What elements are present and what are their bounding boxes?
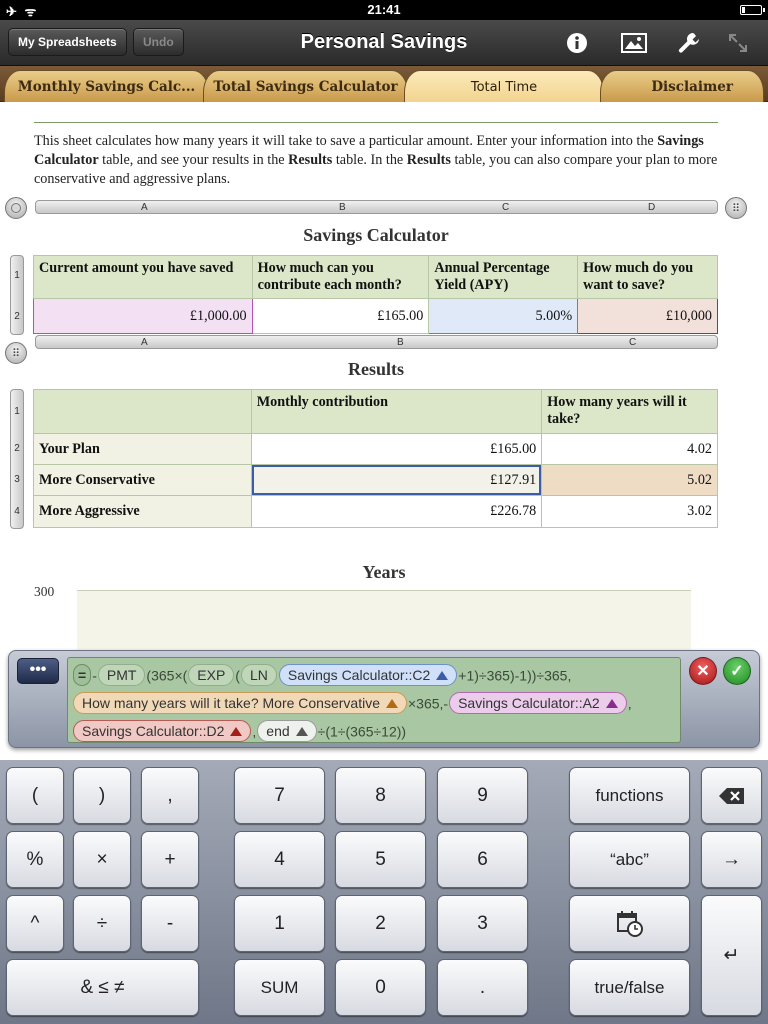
key-text[interactable]: “abc” <box>569 831 690 888</box>
chart-title: Years <box>362 562 406 582</box>
key-open-paren[interactable]: ( <box>6 767 64 824</box>
formula-editor-panel <box>8 650 760 748</box>
desc-text: This sheet calculates how many years it will take to save a particular amount. Enter your information into the <box>34 133 658 149</box>
cell-reference-token[interactable] <box>279 664 457 686</box>
key-9[interactable]: 9 <box>437 767 528 824</box>
reference-label: Savings Calculator::C2 <box>287 667 431 684</box>
operator-text: (365×( <box>146 667 188 684</box>
header-cell[interactable] <box>34 390 252 434</box>
header-cell[interactable]: Annual Percentage Yield (APY) <box>429 256 578 299</box>
header-cell[interactable]: How many years will it take? <box>542 390 718 434</box>
row-label[interactable]: 2 <box>14 311 20 322</box>
key-return[interactable]: ↵ <box>701 895 762 1016</box>
operator-text: +1 <box>458 667 475 684</box>
function-token[interactable]: EXP <box>188 664 234 686</box>
key-8[interactable]: 8 <box>335 767 426 824</box>
key-minus[interactable]: - <box>141 895 199 952</box>
row-header-bar[interactable] <box>10 255 24 335</box>
column-label[interactable]: A <box>141 337 148 348</box>
column-label[interactable]: C <box>502 202 510 213</box>
my-spreadsheets-button[interactable]: My Spreadsheets <box>8 28 127 56</box>
desc-text: table, and see your results in the <box>98 152 289 168</box>
column-label[interactable]: B <box>339 202 346 213</box>
cell-reference-token[interactable] <box>449 692 627 714</box>
operator-text: , <box>252 723 257 740</box>
operator-text: , <box>627 695 632 712</box>
key-6[interactable]: 6 <box>437 831 528 888</box>
row-label-cell[interactable]: Your Plan <box>34 434 252 465</box>
table-select-handle[interactable] <box>5 197 27 219</box>
row-label[interactable]: 2 <box>14 443 20 454</box>
key-functions[interactable]: functions <box>569 767 690 824</box>
tab-total-savings-calculator[interactable]: Total Savings Calculator <box>203 70 408 102</box>
cell-contribution[interactable]: £165.00 <box>251 434 542 465</box>
key-close-paren[interactable]: ) <box>73 767 131 824</box>
desc-bold: Savings Calculator <box>34 133 704 168</box>
key-caret[interactable]: ^ <box>6 895 64 952</box>
equals-token[interactable]: = <box>73 664 91 686</box>
formula-line <box>72 660 676 688</box>
key-3[interactable]: 3 <box>437 895 528 952</box>
cell-reference-token[interactable] <box>73 692 407 714</box>
formula-options-button[interactable]: ••• <box>17 658 59 684</box>
key-percent[interactable]: % <box>6 831 64 888</box>
calendar-clock-icon[interactable] <box>569 895 690 952</box>
disclosure-triangle-icon[interactable] <box>606 699 618 708</box>
column-label[interactable]: D <box>648 202 656 213</box>
row-label[interactable]: 4 <box>14 506 20 517</box>
key-divide[interactable]: ÷ <box>73 895 131 952</box>
tab-monthly-savings-calc[interactable]: Monthly Savings Calc... <box>4 70 209 102</box>
column-header-bar[interactable] <box>35 335 718 349</box>
column-label[interactable]: C <box>629 337 637 348</box>
cell-years[interactable]: 5.02 <box>542 465 718 496</box>
sheet-description <box>34 132 724 189</box>
status-time: 21:41 <box>367 2 401 17</box>
column-label[interactable]: B <box>397 337 404 348</box>
argument-label: end <box>266 723 290 740</box>
operator-text: ÷(1÷(365÷12)) <box>317 723 407 740</box>
row-label[interactable]: 3 <box>14 474 20 485</box>
undo-button[interactable]: Undo <box>133 28 184 56</box>
battery-icon <box>740 5 762 15</box>
reference-label: How many years will it take? More Conservative <box>82 695 380 712</box>
header-cell[interactable]: Current amount you have saved <box>34 256 253 299</box>
function-token[interactable]: PMT <box>98 664 146 686</box>
disclosure-triangle-icon[interactable] <box>386 699 398 708</box>
status-bar <box>0 0 768 20</box>
row-label-cell[interactable]: More Aggressive <box>34 496 252 528</box>
header-cell[interactable]: Monthly contribution <box>251 390 542 434</box>
row-label-cell[interactable]: More Conservative <box>34 465 252 496</box>
key-plus[interactable]: + <box>141 831 199 888</box>
savings-calculator-table <box>33 255 718 334</box>
cell-target-amount[interactable]: £10,000 <box>578 299 718 334</box>
key-2[interactable]: 2 <box>335 895 426 952</box>
image-icon[interactable] <box>620 29 648 57</box>
key-7[interactable]: 7 <box>234 767 325 824</box>
disclosure-triangle-icon[interactable] <box>436 671 448 680</box>
key-next-arrow[interactable]: → <box>701 831 762 888</box>
cell-contribution[interactable]: £226.78 <box>251 496 542 528</box>
disclosure-triangle-icon[interactable] <box>230 727 242 736</box>
operator-text: -1))÷365, <box>514 667 572 684</box>
operator-text: ×365,- <box>408 695 449 712</box>
formula-keypad <box>0 760 768 1024</box>
divider <box>34 122 718 123</box>
table-title: Savings Calculator <box>303 225 449 245</box>
key-operators[interactable]: & ≤ ≠ <box>6 959 199 1016</box>
function-token[interactable]: LN <box>241 664 277 686</box>
accept-formula-icon[interactable]: ✓ <box>723 657 751 685</box>
cancel-formula-icon[interactable]: ✕ <box>689 657 717 685</box>
column-label[interactable]: A <box>141 202 148 213</box>
results-table <box>33 389 718 528</box>
column-header-bar[interactable] <box>35 200 718 214</box>
reference-label: Savings Calculator::D2 <box>82 723 225 740</box>
formula-line <box>72 688 676 716</box>
document-title: Personal Savings <box>300 31 468 53</box>
desc-text: table, you can also compare your plan to more conservative and aggressive plans. <box>34 152 718 187</box>
header-cell[interactable]: How much do you want to save? <box>578 256 718 299</box>
chart-plot-area[interactable] <box>77 590 691 650</box>
table-resize-handle[interactable]: ⠿ <box>725 197 747 219</box>
key-0[interactable]: 0 <box>335 959 426 1016</box>
key-decimal[interactable]: . <box>437 959 528 1016</box>
sheet-canvas <box>0 102 768 650</box>
airplane-wifi-icon: ✈ ᯤ <box>6 4 39 19</box>
cell-years[interactable]: 4.02 <box>542 434 718 465</box>
row-label[interactable]: 1 <box>14 270 20 281</box>
tab-disclaimer[interactable]: Disclaimer <box>600 70 764 102</box>
cell-current-saved[interactable]: £1,000.00 <box>34 299 253 334</box>
cell-contribution-selected[interactable]: £127.91 <box>251 465 542 496</box>
desc-text: table. In the <box>332 152 407 168</box>
reference-label: Savings Calculator::A2 <box>458 695 600 712</box>
disclosure-triangle-icon[interactable] <box>296 727 308 736</box>
cell-years[interactable]: 3.02 <box>542 496 718 528</box>
cell-monthly-contribution[interactable]: £165.00 <box>252 299 429 334</box>
operator-text: - <box>92 667 97 684</box>
key-multiply[interactable]: × <box>73 831 131 888</box>
key-true-false[interactable]: true/false <box>569 959 690 1016</box>
chart-y-tick: 300 <box>34 584 55 599</box>
info-icon[interactable] <box>563 29 591 57</box>
key-1[interactable]: 1 <box>234 895 325 952</box>
key-sum[interactable]: SUM <box>234 959 325 1016</box>
desc-bold: Results <box>288 152 333 168</box>
sheet-tab-bar <box>0 66 768 102</box>
table-resize-handle[interactable]: ⠿ <box>5 342 27 364</box>
row-header-bar[interactable] <box>10 389 24 529</box>
cell-apy[interactable]: 5.00% <box>429 299 578 334</box>
key-4[interactable]: 4 <box>234 831 325 888</box>
operator-text: ( <box>235 667 240 684</box>
desc-bold: Results <box>406 152 451 168</box>
key-comma[interactable]: , <box>141 767 199 824</box>
header-cell[interactable]: How much can you contribute each month? <box>252 256 429 299</box>
formula-line <box>72 716 676 744</box>
wrench-icon[interactable] <box>675 29 703 57</box>
fullscreen-icon[interactable] <box>724 29 752 57</box>
argument-token[interactable] <box>257 720 316 742</box>
key-5[interactable]: 5 <box>335 831 426 888</box>
table-title: Results <box>347 359 404 379</box>
operator-text: )÷365) <box>474 667 515 684</box>
formula-editor[interactable] <box>67 657 681 743</box>
toolbar <box>0 20 768 66</box>
cell-reference-token[interactable] <box>73 720 251 742</box>
tab-total-time[interactable]: Total Time <box>404 70 604 103</box>
backspace-icon[interactable] <box>701 767 762 824</box>
row-label[interactable]: 1 <box>14 406 20 417</box>
